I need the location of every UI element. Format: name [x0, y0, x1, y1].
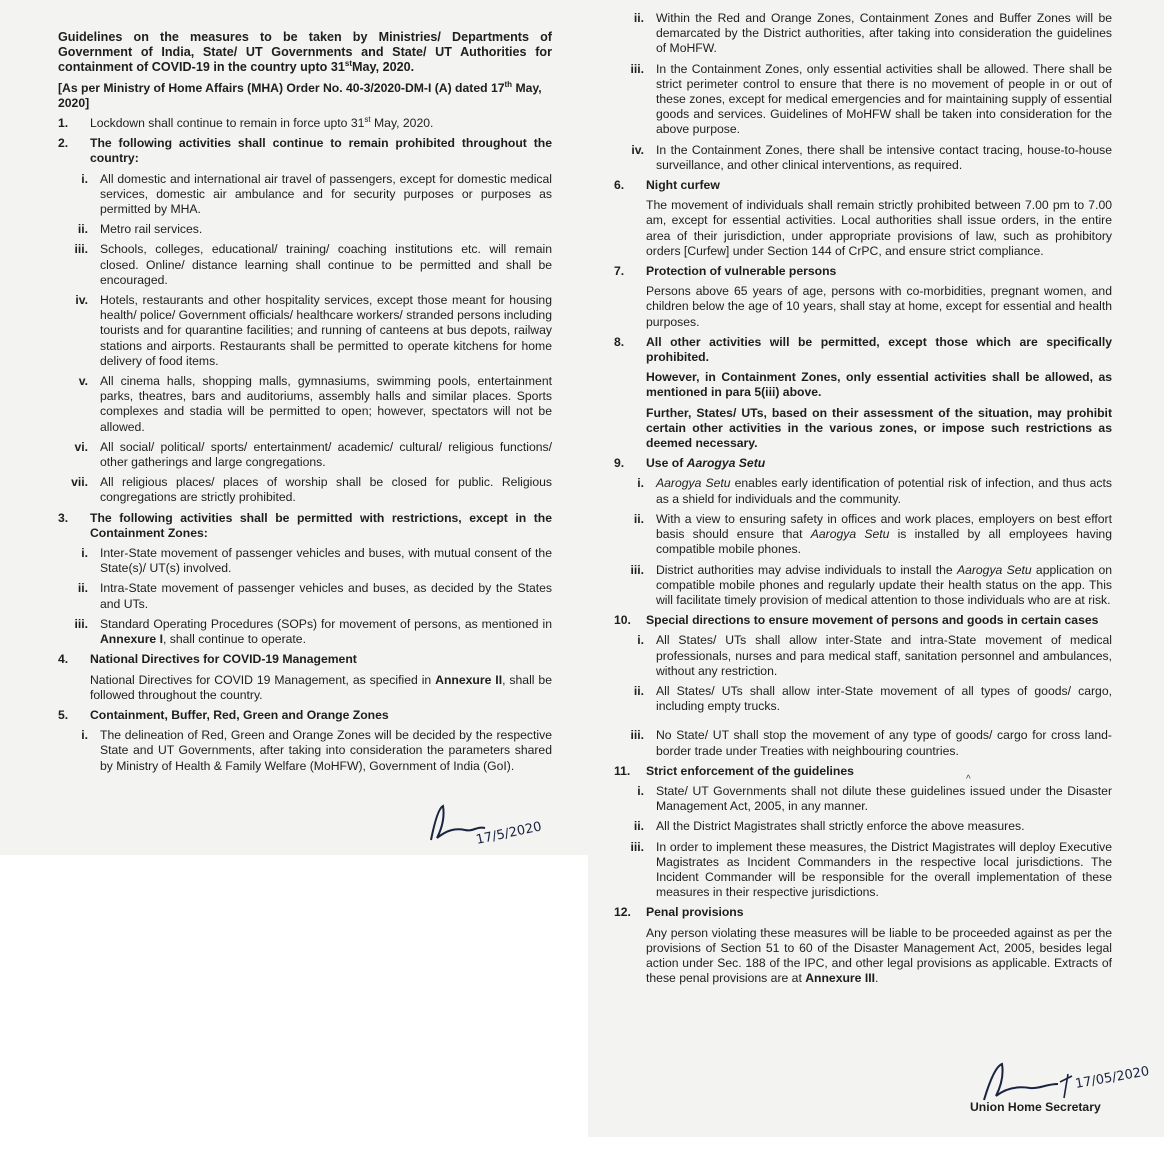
para-4-body	[90, 673, 552, 703]
order-reference	[58, 81, 552, 111]
para-heading: Night curfew	[646, 178, 720, 193]
list-item	[58, 374, 552, 435]
list-item	[58, 475, 552, 505]
app-name: Aarogya Setu	[656, 476, 731, 491]
item-text-b: is installed by all employees having compatible mobile phones.	[656, 527, 1112, 557]
para-text: National Directives for COVID 19 Management, as specified in	[90, 672, 436, 687]
list-item	[614, 11, 1112, 57]
para-12-body	[646, 926, 1112, 987]
item-numeral: i.	[637, 476, 644, 491]
item-text-a: enables early identification of potential risk of infection, and thus acts as a shield for individuals and the community.	[656, 476, 1113, 506]
list-item	[58, 172, 552, 218]
para-body	[90, 116, 552, 131]
item-text: State/ UT Governments shall not dilute these guidelines issued under the Disaster Management Act, 2005, in any manner.	[656, 783, 1112, 814]
item-numeral: iii.	[630, 839, 644, 854]
para-5	[58, 708, 552, 723]
item-numeral: iii.	[630, 562, 644, 577]
para-10	[614, 613, 1112, 628]
para-heading: Special directions to ensure movement of persons and goods in certain cases	[646, 613, 1099, 628]
para-11	[614, 764, 1112, 779]
item-numeral: iii.	[74, 242, 88, 257]
list-item	[614, 512, 1112, 558]
item-numeral: vi.	[74, 439, 88, 454]
item-numeral: iii.	[630, 728, 644, 743]
para-text-end: May, 2020.	[370, 116, 434, 130]
item-numeral: i.	[81, 171, 88, 186]
item-numeral: iv.	[631, 142, 644, 157]
list-item	[58, 222, 552, 237]
para-heading	[646, 456, 1112, 471]
signatory-title: Union Home Secretary	[970, 1100, 1101, 1114]
para-3	[58, 511, 552, 541]
list-item	[58, 728, 552, 774]
para-number: 3.	[58, 510, 69, 525]
item-numeral: i.	[81, 546, 88, 561]
title-text: Guidelines on the measures to be taken by Ministries/ Departments of Government of India, State/ UT Governments and State/ UT Authorities for containment of COVID-19 in the country upto 31	[58, 30, 552, 74]
para-heading: Strict enforcement of the guidelines	[646, 763, 854, 778]
para-7	[614, 264, 1112, 279]
item-text: All religious places/ places of worship shall be closed for public. Religious congregations are strictly prohibited.	[100, 475, 552, 505]
item-numeral: iii.	[74, 616, 88, 631]
para-8-body-1: However, in Containment Zones, only essential activities shall be allowed, as mentioned in para 5(iii) above.	[646, 370, 1112, 400]
para-number: 10.	[614, 613, 631, 628]
list-item	[58, 293, 552, 369]
item-text	[656, 476, 1112, 506]
list-item	[614, 728, 1112, 758]
para-2-list	[58, 172, 552, 506]
para-number: 6.	[614, 178, 625, 193]
list-item	[614, 633, 1112, 679]
para-number: 8.	[614, 334, 625, 349]
page-right	[588, 0, 1164, 1137]
para-number: 7.	[614, 264, 625, 279]
list-item	[614, 684, 1112, 714]
item-text: All social/ political/ sports/ entertainment/ academic/ cultural/ religious functions/ other gatherings and large congregations.	[100, 439, 552, 470]
item-text: All States/ UTs shall allow inter-State movement of all types of goods/ cargo, including empty trucks.	[656, 683, 1112, 714]
para-8-body-2: Further, States/ UTs, based on their assessment of the situation, may prohibit certain other activities in the various zones, or impose such restrictions as deemed necessary.	[646, 405, 1112, 451]
para-text-end: , shall be followed throughout the country.	[90, 672, 552, 702]
signature-date: 17/5/2020	[474, 819, 544, 848]
item-text-a: With a view to ensuring safety in offices and work places, employers on best effort basis should ensure that	[656, 511, 1112, 542]
annexure-ref: Annexure II	[435, 672, 503, 687]
list-item	[58, 617, 552, 647]
para-heading: Penal provisions	[646, 905, 744, 920]
annexure-ref: Annexure III	[805, 971, 875, 986]
list-item	[58, 546, 552, 576]
para-6-body: The movement of individuals shall remain strictly prohibited between 7.00 pm to 7.00 am, except for essential activities. Local authorities shall issue orders, in the entire area of their jurisdiction, under appropriate provisions of law, such as prohibitory orders [Curfew] under Section 144 of CrPC, and ensure strict compliance.	[646, 198, 1112, 258]
para-text-end: .	[874, 971, 879, 986]
signature-date: 17/05/2020	[1074, 1064, 1151, 1092]
title-sup: st	[344, 58, 353, 68]
para-number: 5.	[58, 707, 69, 722]
para-heading: The following activities shall continue to remain prohibited throughout the country:	[90, 136, 552, 166]
item-numeral: v.	[78, 374, 88, 389]
item-numeral: vii.	[71, 475, 88, 490]
para-text: Lockdown shall continue to remain in force upto 31	[90, 116, 365, 130]
item-numeral: ii.	[633, 11, 644, 25]
item-numeral: ii.	[77, 222, 88, 237]
item-numeral: ii.	[633, 511, 644, 526]
item-numeral: iv.	[75, 293, 88, 308]
list-item	[58, 581, 552, 611]
item-text	[100, 617, 552, 647]
item-text: Inter-State movement of passenger vehicles and buses, with mutual consent of the State(s)/ UT(s) involved.	[100, 546, 552, 576]
app-name: Aarogya Setu	[686, 456, 766, 471]
item-text: Metro rail services.	[100, 222, 203, 237]
item-text: All States/ UTs shall allow inter-State and intra-State movement of medical professionals, nurses and para medical staff, sanitation personnel and ambulances, without any restriction.	[656, 633, 1112, 678]
para-8	[614, 335, 1112, 365]
para-number: 1.	[58, 116, 69, 130]
item-text: No State/ UT shall stop the movement of any type of goods/ cargo for cross land-border trade under Treaties with neighbouring countries.	[656, 728, 1112, 758]
item-text-b: application on compatible mobile phones and regularly update their health status on the app. This will facilitate timely provision of medical attention to those individuals who are at risk.	[656, 562, 1113, 607]
para-6	[614, 178, 1112, 193]
para-number: 9.	[614, 456, 625, 471]
para-2	[58, 136, 552, 166]
para-heading: All other activities will be permitted, except those which are specifically prohibited.	[646, 334, 1112, 365]
item-text: In the Containment Zones, there shall be intensive contact tracing, house-to-house surveillance, and other clinical interventions, as required.	[656, 142, 1112, 172]
item-numeral: ii.	[77, 581, 88, 596]
item-text: Intra-State movement of passenger vehicles and buses, as decided by the States and UTs.	[100, 581, 552, 611]
item-text: Hotels, restaurants and other hospitality services, except those meant for housing health/ police/ Government officials/ healthcare workers/ stranded persons including tourists and for quarantine facilities; and running of canteens at bus depots, railway stations and airports. Restaurants shall be permitted to operate kitchens for home delivery of food items.	[100, 293, 552, 368]
list-item	[58, 242, 552, 288]
item-text: Within the Red and Orange Zones, Containment Zones and Buffer Zones will be demarcated by the District authorities, after taking into consideration the guidelines of MoHFW.	[656, 11, 1112, 56]
para-4	[58, 652, 552, 667]
list-item	[614, 784, 1112, 814]
item-text-a: District authorities may advise individuals to install the	[656, 562, 957, 577]
item-text-a: Standard Operating Procedures (SOPs) for movement of persons, as mentioned in	[100, 616, 552, 631]
annexure-ref: Annexure I	[100, 632, 163, 647]
item-text: In the Containment Zones, only essential activities shall be allowed. There shall be strict perimeter control to ensure that there is no movement of people in or out of these zones, except for medical emergencies and for maintaining supply of essential goods and services. Guidelines of MoHFW shall be taken into consideration for the above purpose.	[656, 61, 1112, 137]
para-heading: Protection of vulnerable persons	[646, 264, 837, 279]
item-text	[656, 512, 1112, 558]
list-item	[614, 563, 1112, 609]
para-heading: Containment, Buffer, Red, Green and Orange Zones	[90, 707, 389, 722]
app-name: Aarogya Setu	[810, 527, 890, 542]
item-numeral: i.	[637, 783, 644, 798]
order-sup: th	[504, 79, 513, 89]
para-number: 12.	[614, 905, 631, 920]
para-12	[614, 905, 1112, 920]
para-number: 2.	[58, 136, 69, 151]
list-item	[614, 62, 1112, 138]
order-text: [As per Ministry of Home Affairs (MHA) Order No. 40-3/2020-DM-I (A) dated 17	[58, 81, 505, 95]
para-9	[614, 456, 1112, 471]
title-end: May, 2020.	[352, 60, 415, 74]
para-text: Any person violating these measures will be liable to be proceeded against as per the provisions of Section 51 to 60 of the Disaster Management Act, 2005, besides legal action under Sec. 188 of the IPC, and other legal provisions as applicable. Extracts of these penal provisions are at	[646, 925, 1112, 986]
item-text: Schools, colleges, educational/ training/ coaching institutions etc. will remain closed. Online/ distance learning shall continue to be permitted and shall be encouraged.	[100, 242, 552, 287]
item-text: The delineation of Red, Green and Orange Zones will be decided by the respective State and UT Governments, after taking into consideration the parameters shared by Ministry of Health & Family Welfare (MoHFW), Government of India (GoI).	[100, 728, 552, 773]
item-numeral: ii.	[633, 819, 644, 834]
page-left	[0, 0, 590, 855]
item-text-b: , shall continue to operate.	[163, 632, 306, 647]
order-end: May, 2020]	[58, 81, 542, 110]
item-text: All the District Magistrates shall strictly enforce the above measures.	[656, 819, 1025, 834]
signature-left	[425, 800, 565, 855]
document-title	[58, 30, 552, 75]
para-sup: st	[364, 114, 371, 124]
heading-text: Use of	[646, 456, 687, 471]
item-text	[656, 563, 1112, 609]
para-heading: The following activities shall be permitted with restrictions, except in the Containment Zones:	[90, 510, 552, 540]
list-item	[58, 440, 552, 470]
para-heading: National Directives for COVID-19 Management	[90, 652, 357, 667]
item-numeral: iii.	[630, 61, 644, 76]
stray-mark: ^	[966, 774, 971, 785]
list-item	[614, 840, 1112, 901]
list-item	[614, 143, 1112, 173]
para-1	[58, 116, 552, 131]
list-item	[614, 476, 1112, 506]
item-text: All cinema halls, shopping malls, gymnasiums, swimming pools, entertainment parks, theatres, bars and auditoriums, assembly halls and similar places. Sports complexes and stadia will be permitted to open; however, spectators will not be allowed.	[100, 374, 552, 434]
para-number: 11.	[614, 763, 631, 778]
item-numeral: i.	[81, 728, 88, 743]
app-name: Aarogya Setu	[956, 562, 1032, 577]
list-item	[614, 819, 1112, 834]
item-text: In order to implement these measures, the District Magistrates will deploy Executive Magistrates as Incident Commanders in the respective local jurisdictions. The Incident Commander will be responsible for the overall implementation of these measures in their respective jurisdictions.	[656, 839, 1112, 900]
item-text: All domestic and international air travel of passengers, except for domestic medical services, domestic air ambulance and for security purposes or purposes as permitted by MHA.	[100, 171, 552, 217]
para-number: 4.	[58, 652, 69, 667]
para-7-body: Persons above 65 years of age, persons with co-morbidities, pregnant women, and children below the age of 10 years, shall stay at home, except for essential and health purposes.	[646, 284, 1112, 329]
item-numeral: ii.	[633, 683, 644, 698]
item-numeral: i.	[637, 633, 644, 648]
